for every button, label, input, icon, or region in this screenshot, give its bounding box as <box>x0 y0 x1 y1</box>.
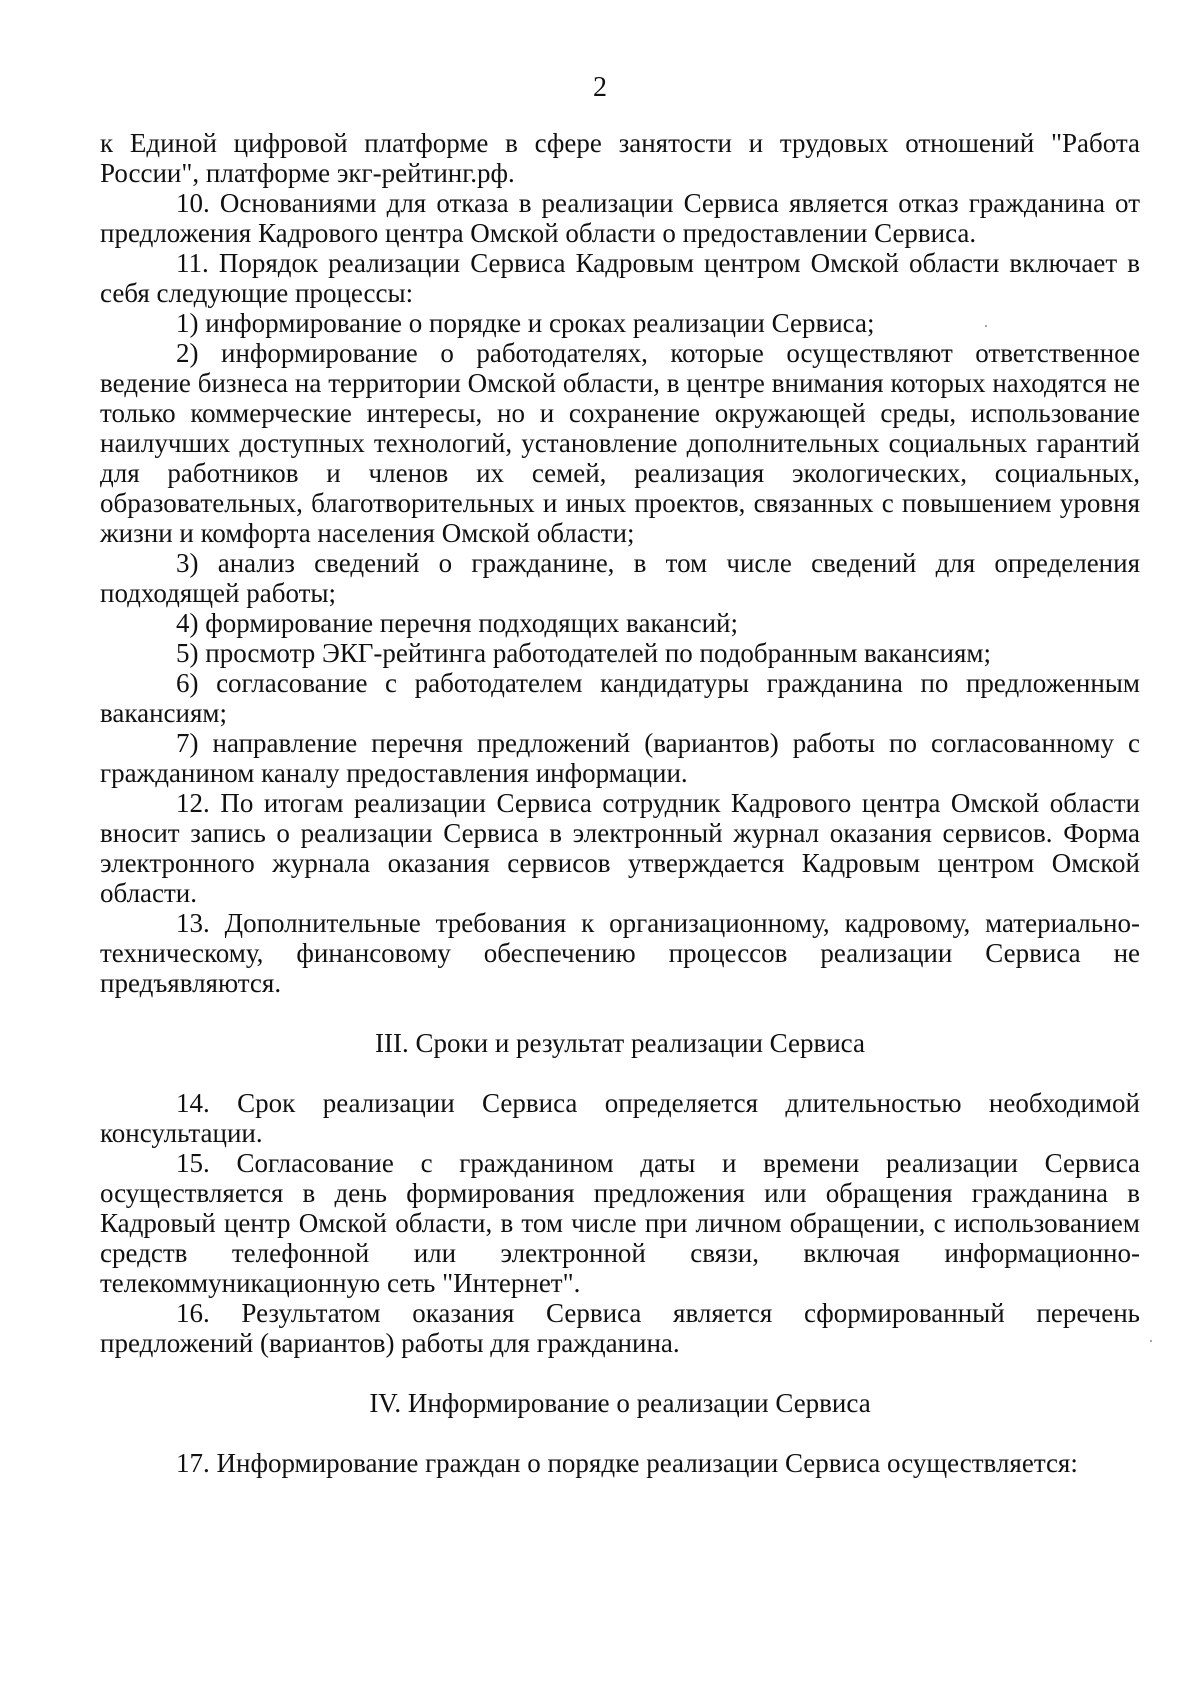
section-gap <box>100 1358 1140 1388</box>
list-item-4: 4) формирование перечня подходящих вакансий; <box>176 608 738 638</box>
list-item-5: 5) просмотр ЭКГ-рейтинга работодателей по подобранным вакансиям; <box>176 638 991 668</box>
list-item-3: 3) анализ сведений о гражданине, в том числе сведений для определения подходящей работы; <box>100 548 1140 608</box>
paragraph-17: 17. Информирование граждан о порядке реализации Сервиса осуществляется: <box>176 1448 1078 1478</box>
paragraph-16: 16. Результатом оказания Сервиса является сформированный перечень предложений (вариантов) работы для гражданина. <box>100 1298 1140 1358</box>
scan-speck <box>1150 1340 1152 1342</box>
section-gap <box>100 998 1140 1028</box>
scan-speck <box>985 325 987 327</box>
list-item-1: 1) информирование о порядке и сроках реализации Сервиса; <box>176 308 875 338</box>
paragraph-13: 13. Дополнительные требования к организационному, кадровому, материально-техническому, финансовому обеспечению процессов реализации Сервиса не предъявляются. <box>100 908 1140 998</box>
paragraph-12: 12. По итогам реализации Сервиса сотрудник Кадрового центра Омской области вносит запись о реализации Сервиса в электронный журнал оказания сервисов. Форма электронного журнала оказания сервисов утверждается Кадровым центром Омской области. <box>100 788 1140 908</box>
section-iii-heading: III. Сроки и результат реализации Сервиса <box>375 1028 865 1058</box>
paragraph-14: 14. Срок реализации Сервиса определяется длительностью необходимой консультации. <box>100 1088 1140 1148</box>
document-body <box>100 128 1140 1478</box>
section-iv-heading: IV. Информирование о реализации Сервиса <box>369 1388 871 1418</box>
paragraph-continuation: к Единой цифровой платформе в сфере занятости и трудовых отношений "Работа России", платформе экг-рейтинг.рф. <box>100 128 1140 188</box>
section-gap <box>100 1058 1140 1088</box>
page-number: 2 <box>593 72 607 103</box>
paragraph-15: 15. Согласование с гражданином даты и времени реализации Сервиса осуществляется в день формирования предложения или обращения гражданина в Кадровый центр Омской области, в том числе при личном обращении, с использованием средств телефонной или электронной связи, включая информационно-телекоммуникационную сеть "Интернет". <box>100 1148 1140 1298</box>
paragraph-11: 11. Порядок реализации Сервиса Кадровым центром Омской области включает в себя следующие процессы: <box>100 248 1140 308</box>
list-item-6: 6) согласование с работодателем кандидатуры гражданина по предложенным вакансиям; <box>100 668 1140 728</box>
paragraph-10: 10. Основаниями для отказа в реализации Сервиса является отказ гражданина от предложения Кадрового центра Омской области о предоставлении Сервиса. <box>100 188 1140 248</box>
list-item-7: 7) направление перечня предложений (вариантов) работы по согласованному с гражданином каналу предоставления информации. <box>100 728 1140 788</box>
section-gap <box>100 1418 1140 1448</box>
list-item-2: 2) информирование о работодателях, которые осуществляют ответственное ведение бизнеса на территории Омской области, в центре внимания которых находятся не только коммерческие интересы, но и сохранение окружающей среды, использование наилучших доступных технологий, установление дополнительных социальных гарантий для работников и членов их семей, реализация экологических, социальных, образовательных, благотворительных и иных проектов, связанных с повышением уровня жизни и комфорта населения Омской области; <box>100 338 1140 548</box>
